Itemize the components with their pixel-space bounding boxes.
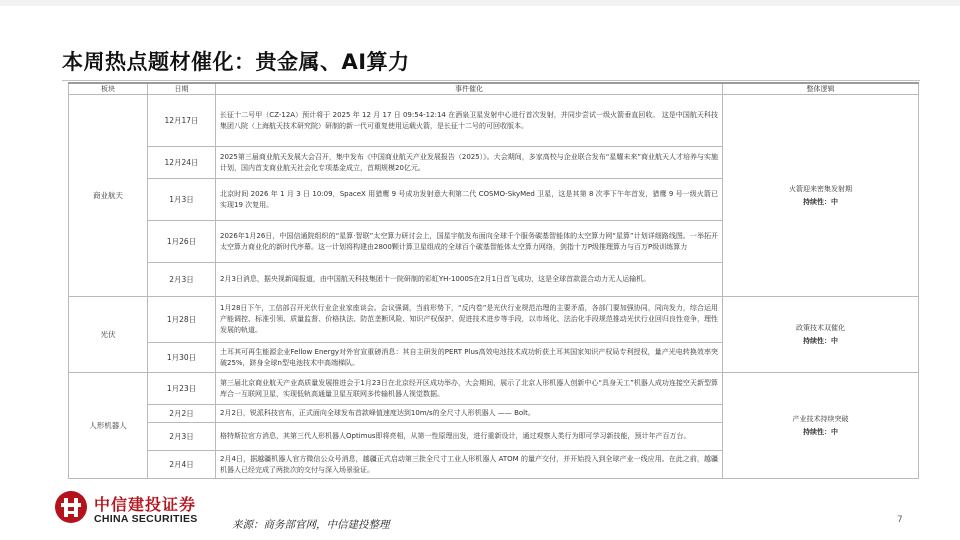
event-cell: 2月4日，据越疆机器人官方微信公众号消息，越疆正式启动第三批全尺寸工业人形机器人 ATOM 的量产交付，并开始投入到全球产业一线应用。在此之前，越疆机器人已经完成了两批次的交付与深入场景验证。 <box>216 451 723 479</box>
event-cell: 2026年1月26日，中国信通院组织的“星算·智联”太空算力研讨会上，国星宇航发布面向全球千个服务碳基智能体的太空算力网“星算”计划详细路线图。一举拓开太空算力商业化的新时代序幕。这一计划将构建由2800颗计算卫星组成的全球百个碳基智能体太空算力网络，剑指十万P级推理算力与百万P级训练算力 <box>216 221 723 263</box>
logic-cell <box>723 95 919 297</box>
table-header-row <box>69 83 919 95</box>
logic-persistence: 持续性：中 <box>803 427 838 436</box>
logic-persistence: 持续性：中 <box>803 197 838 206</box>
header-event: 事件催化 <box>216 83 723 95</box>
event-cell: 长征十二号甲（CZ-12A）预计将于 2025 年 12 月 17 日 09:54-12:14 在酒泉卫星发射中心进行首次发射，并同步尝试一级火箭垂直回收。 这是中国航天科技集团八院（上海航天技术研究院）研制的新一代可重复使用运载火箭，是长征十二号的可回收版本。 <box>216 95 723 147</box>
source-note: 来源：商务部官网，中信建投整理 <box>232 519 390 531</box>
event-cell: 第三届北京商业航天产业高质量发展推进会于1月23日在北京经开区成功举办，大会期间，展示了北京人形机器人创新中心“具身天工”机器人成功连接空天新型算库合一互联网卫星，实现低轨高通量卫星互联网多传输机器人视觉数据。 <box>216 373 723 405</box>
date-cell: 2月4日 <box>148 451 216 479</box>
date-cell: 2月3日 <box>148 423 216 451</box>
header-date: 日期 <box>148 83 216 95</box>
page-number: 7 <box>897 515 903 525</box>
date-cell: 12月17日 <box>148 95 216 147</box>
event-cell: 2月2日，锐派科技官布，正式面向全球发布首款峰值速度达到10m/s的全尺寸人形机器人 —— Bolt。 <box>216 405 723 423</box>
citic-logo-icon <box>54 490 88 524</box>
event-cell: 1月28日下午，工信部召开光伏行业企业家座谈会。会议强调，当前形势下，“反内卷”是光伏行业规范治理的主要矛盾，各部门要加强协同，同向发力，综合运用产能调控、标准引领、质量监督、价格执法、防范垄断风险、知识产权保护、促进技术进步等手段，以市场化、法治化手段规范推动光伏行业回归良性竞争，理性发展的轨道。 <box>216 297 723 343</box>
page-title: 本周热点题材催化：贵金属、AI算力 <box>62 50 410 74</box>
logic-summary: 产业技术持续突破 <box>792 414 849 423</box>
top-accent-bar <box>0 0 960 6</box>
title-divider <box>62 80 920 81</box>
logic-cell <box>723 373 919 479</box>
date-cell: 1月30日 <box>148 343 216 373</box>
catalyst-table <box>68 82 919 479</box>
date-cell: 2月3日 <box>148 263 216 297</box>
date-cell: 1月28日 <box>148 297 216 343</box>
date-cell: 12月24日 <box>148 147 216 179</box>
date-cell: 2月2日 <box>148 405 216 423</box>
event-cell: 土耳其可再生能源企业Fellow Energy对外官宣重磅消息：其自主研发的PERT Plus高效电池技术成功斩获土耳其国家知识产权局专利授权，量产光电转换效率突破25%，跻身全球n型电池技术中高端梯队。 <box>216 343 723 373</box>
event-cell: 格特斯拉官方消息，其第三代人形机器人Optimus即将亮相，从第一性原理出发，进行重新设计，通过观察人类行为即可学习新技能，预计年产百万台。 <box>216 423 723 451</box>
logo-wordmark-cn: 中信建投证券 <box>94 495 197 514</box>
table-row <box>69 373 919 405</box>
logic-persistence: 持续性：中 <box>803 336 838 345</box>
header-logic: 整体逻辑 <box>723 83 919 95</box>
event-cell: 北京时间 2026 年 1 月 3 日 10:09，SpaceX 用猎鹰 9 号成功发射意大利第二代 COSMO-SkyMed 卫星，这是其第 8 次季下午年首发，猎鹰 9 号一级火箭已实现19 次复用。 <box>216 179 723 221</box>
logic-cell <box>723 297 919 373</box>
date-cell: 1月3日 <box>148 179 216 221</box>
header-sector: 板块 <box>69 83 148 95</box>
table-row <box>69 95 919 147</box>
sector-cell: 商业航天 <box>69 95 148 297</box>
logo-wordmark-en: CHINA SECURITIES <box>94 513 198 525</box>
date-cell: 1月23日 <box>148 373 216 405</box>
table-row <box>69 297 919 343</box>
sector-cell: 人形机器人 <box>69 373 148 479</box>
date-cell: 1月26日 <box>148 221 216 263</box>
event-cell: 2025第三届商业航天发展大会召开，集中发布《中国商业航天产业发展报告（2025）》。大会期间，多家高校与企业联合发布“星耀未来”商业航天人才培养与实施计划，国内首支商业航天社会化专项基金成立，首期规模20亿元。 <box>216 147 723 179</box>
logic-summary: 政策技术双催化 <box>796 323 845 332</box>
logic-summary: 火箭迎来密集发射期 <box>789 184 852 193</box>
sector-cell: 光伏 <box>69 297 148 373</box>
event-cell: 2月3日消息，据央视新闻报道，由中国航天科技集团十一院研制的彩虹YH-1000S在2月1日首飞成功，这是全球首款混合动力无人运输机。 <box>216 263 723 297</box>
